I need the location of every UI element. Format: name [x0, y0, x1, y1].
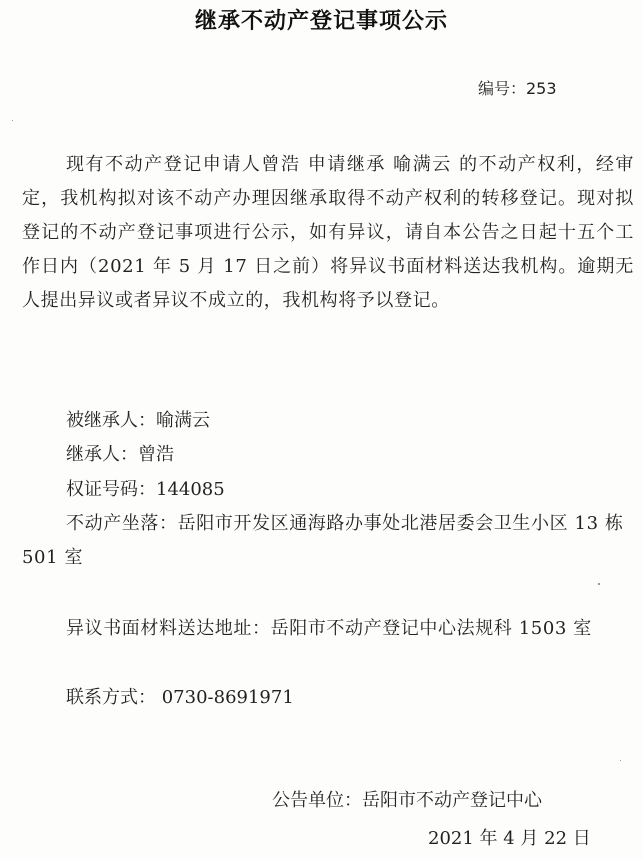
notice-body-paragraph: 现有不动产登记申请人曾浩 申请继承 喻满云 的不动产权利，经审定，我机构拟对该不动产办理因继承取得不动产权利的转移登记。现对拟登记的不动产登记事项进行公示，如有异议，请自本公告之日起十五个工作日内（2021 年 5 月 17 日之前）将异议书面材料送达我机构。逾期无人提出异议或者异议不成立的，我机构将予以登记。 — [22, 154, 634, 311]
document-title: 继承不动产登记事项公示 — [194, 9, 448, 34]
date-line: 2021 年 4 月 22 日 — [428, 828, 591, 849]
property-location-line: 不动产坐落：岳阳市开发区通海路办事处北港居委会卫生小区 13 栋 501 室 — [22, 513, 624, 568]
scan-speck — [598, 583, 600, 585]
document-number: 编号：253 — [478, 79, 557, 98]
scan-speck — [12, 120, 13, 121]
contact-line: 联系方式： 0730-8691971 — [66, 687, 294, 708]
decedent-line: 被继承人：喻满云 — [66, 410, 210, 431]
heir-line: 继承人：曾浩 — [66, 444, 174, 465]
issuer-line: 公告单位：岳阳市不动产登记中心 — [272, 790, 542, 811]
scan-speck — [620, 760, 621, 761]
objection-address-line: 异议书面材料送达地址：岳阳市不动产登记中心法规科 1503 室 — [66, 618, 592, 639]
certificate-number-line: 权证号码：144085 — [66, 479, 225, 500]
